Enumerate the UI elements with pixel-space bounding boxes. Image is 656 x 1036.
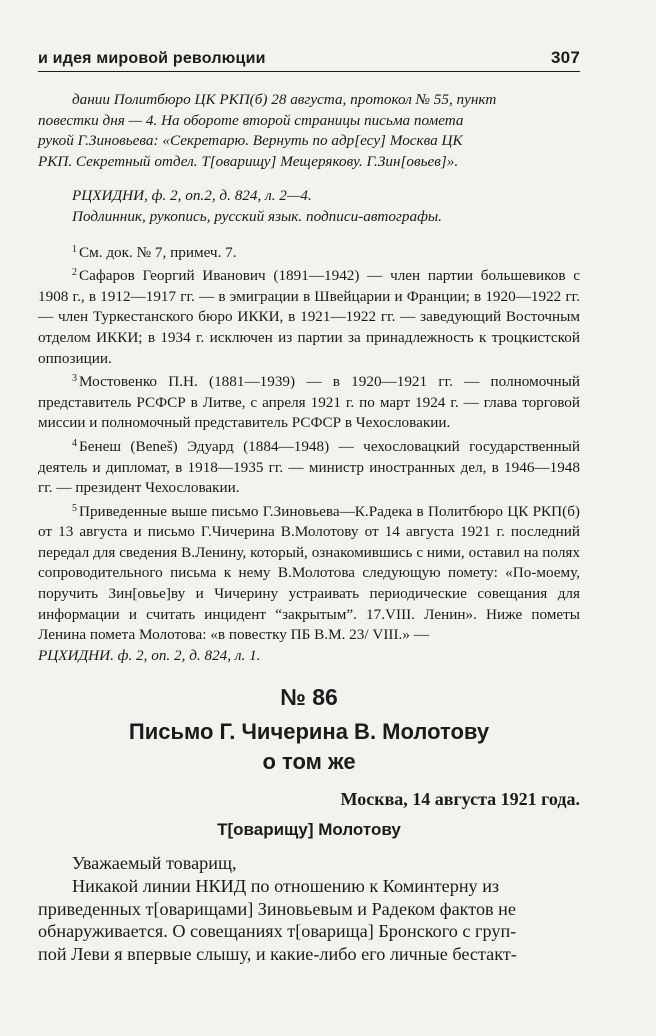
- page-number: 307: [551, 48, 580, 67]
- document-number: № 86: [280, 684, 338, 711]
- footnote: [38, 499, 580, 646]
- addressee: Т[оварищу] Молотову: [217, 820, 401, 840]
- footnote: [38, 240, 580, 264]
- footnote-archive-ref: РЦХИДНИ. ф. 2, оп. 2, д. 824, л. 1.: [38, 646, 261, 664]
- footnote: [38, 434, 580, 499]
- body-line: Никакой линии НКИД по отношению к Коминтерну из: [72, 876, 500, 897]
- footnote-number: 2: [72, 267, 77, 279]
- footnote-number: 3: [72, 373, 77, 385]
- intro-line: дании Политбюро ЦК РКП(б) 28 августа, протокол № 55, пункт: [72, 91, 497, 108]
- footnote-text: Сафаров Георгий Иванович (1891—1942) — член партии большевиков с 1908 г., в 1912—1917 гг. — в эмиграции в Швейцарии и Франции; в 1920—1922 гг. — член Туркестанского бюро ИККИ, в 1921—1922 гг. — заведующий Восточным отделом ИККИ; в 1934 г. исключен из партии за принадлежность к троцкистской оппозиции.: [38, 267, 580, 367]
- body-line: обнаруживается. О совещаниях т[оварища] Бронского с груп-: [38, 921, 517, 942]
- document-title: [38, 717, 580, 777]
- footnote-number: 5: [72, 502, 77, 514]
- intro-line: повестки дня — 4. На обороте второй страницы письма помета: [38, 111, 464, 129]
- intro-note: [38, 90, 580, 172]
- document-title-line: о том же: [262, 749, 356, 775]
- footnote: [38, 369, 580, 434]
- document-title-line: Письмо Г. Чичерина В. Молотову: [128, 719, 490, 745]
- body-line: приведенных т[оварищами] Зиновьевым и Радеком фактов не: [38, 898, 516, 919]
- greeting: Уважаемый товарищ,: [72, 853, 237, 874]
- intro-line: рукой Г.Зиновьева: «Секретарю. Вернуть по адр[есу] Москва ЦК: [38, 132, 463, 150]
- place-date: Москва, 14 августа 1921 года.: [340, 789, 580, 810]
- footnote-number: 4: [72, 437, 77, 449]
- letter-body: [38, 852, 580, 965]
- footnote-text: Приведенные выше письмо Г.Зиновьева—К.Радека в Политбюро ЦК РКП(б) от 13 августа и письмо Г.Чичерина В.Молотову от 14 августа 1921 г. последний передал для сведения В.Ленину, который, ознакомившись с ними, оставил на полях сопроводительного письма к нему В.Молотова следующую помету: «По-моему, поручить Зин[овье]ву и Чичерину устраивать периодические совещания для информации и считать инцидент “закрытым”. 17.VIII. Ленин». Ниже пометы Ленина помета Молотова: «в повестку ПБ В.М. 23/ VIII.» —: [38, 502, 580, 644]
- archive-reference: РЦХИДНИ, ф. 2, оп.2, д. 824, л. 2—4.: [72, 187, 312, 205]
- archive-note: Подлинник, рукопись, русский язык. подписи-автографы.: [72, 207, 442, 225]
- running-title: и идея мировой революции: [38, 50, 266, 67]
- running-header: [38, 48, 580, 72]
- footnote-text: Бенеш (Beneš) Эдуард (1884—1948) — чехословацкий государственный деятель и дипломат, в 1918—1935 гг. — министр иностранных дел, в 1946—1948 гг. — президент Чехословакии.: [38, 437, 580, 497]
- intro-line: РКП. Секретный отдел. Т[оварищу] Мещерякову. Г.Зин[овьев]».: [38, 152, 459, 170]
- footnotes: [38, 240, 580, 667]
- footnote-text: См. док. № 7, примеч. 7.: [79, 243, 237, 261]
- footnote: [38, 263, 580, 369]
- document-page: [38, 48, 580, 965]
- footnote-number: 1: [72, 243, 77, 255]
- body-line: пой Леви я впервые слышу, и какие-либо его личные бестакт-: [38, 943, 517, 964]
- footnote-text: Мостовенко П.Н. (1881—1939) — в 1920—1921 гг. — полномочный представитель РСФСР в Литве, с апреля 1921 г. по март 1924 г. — глава торговой миссии и полномочный представитель РСФСР в Чехословакии.: [38, 373, 580, 432]
